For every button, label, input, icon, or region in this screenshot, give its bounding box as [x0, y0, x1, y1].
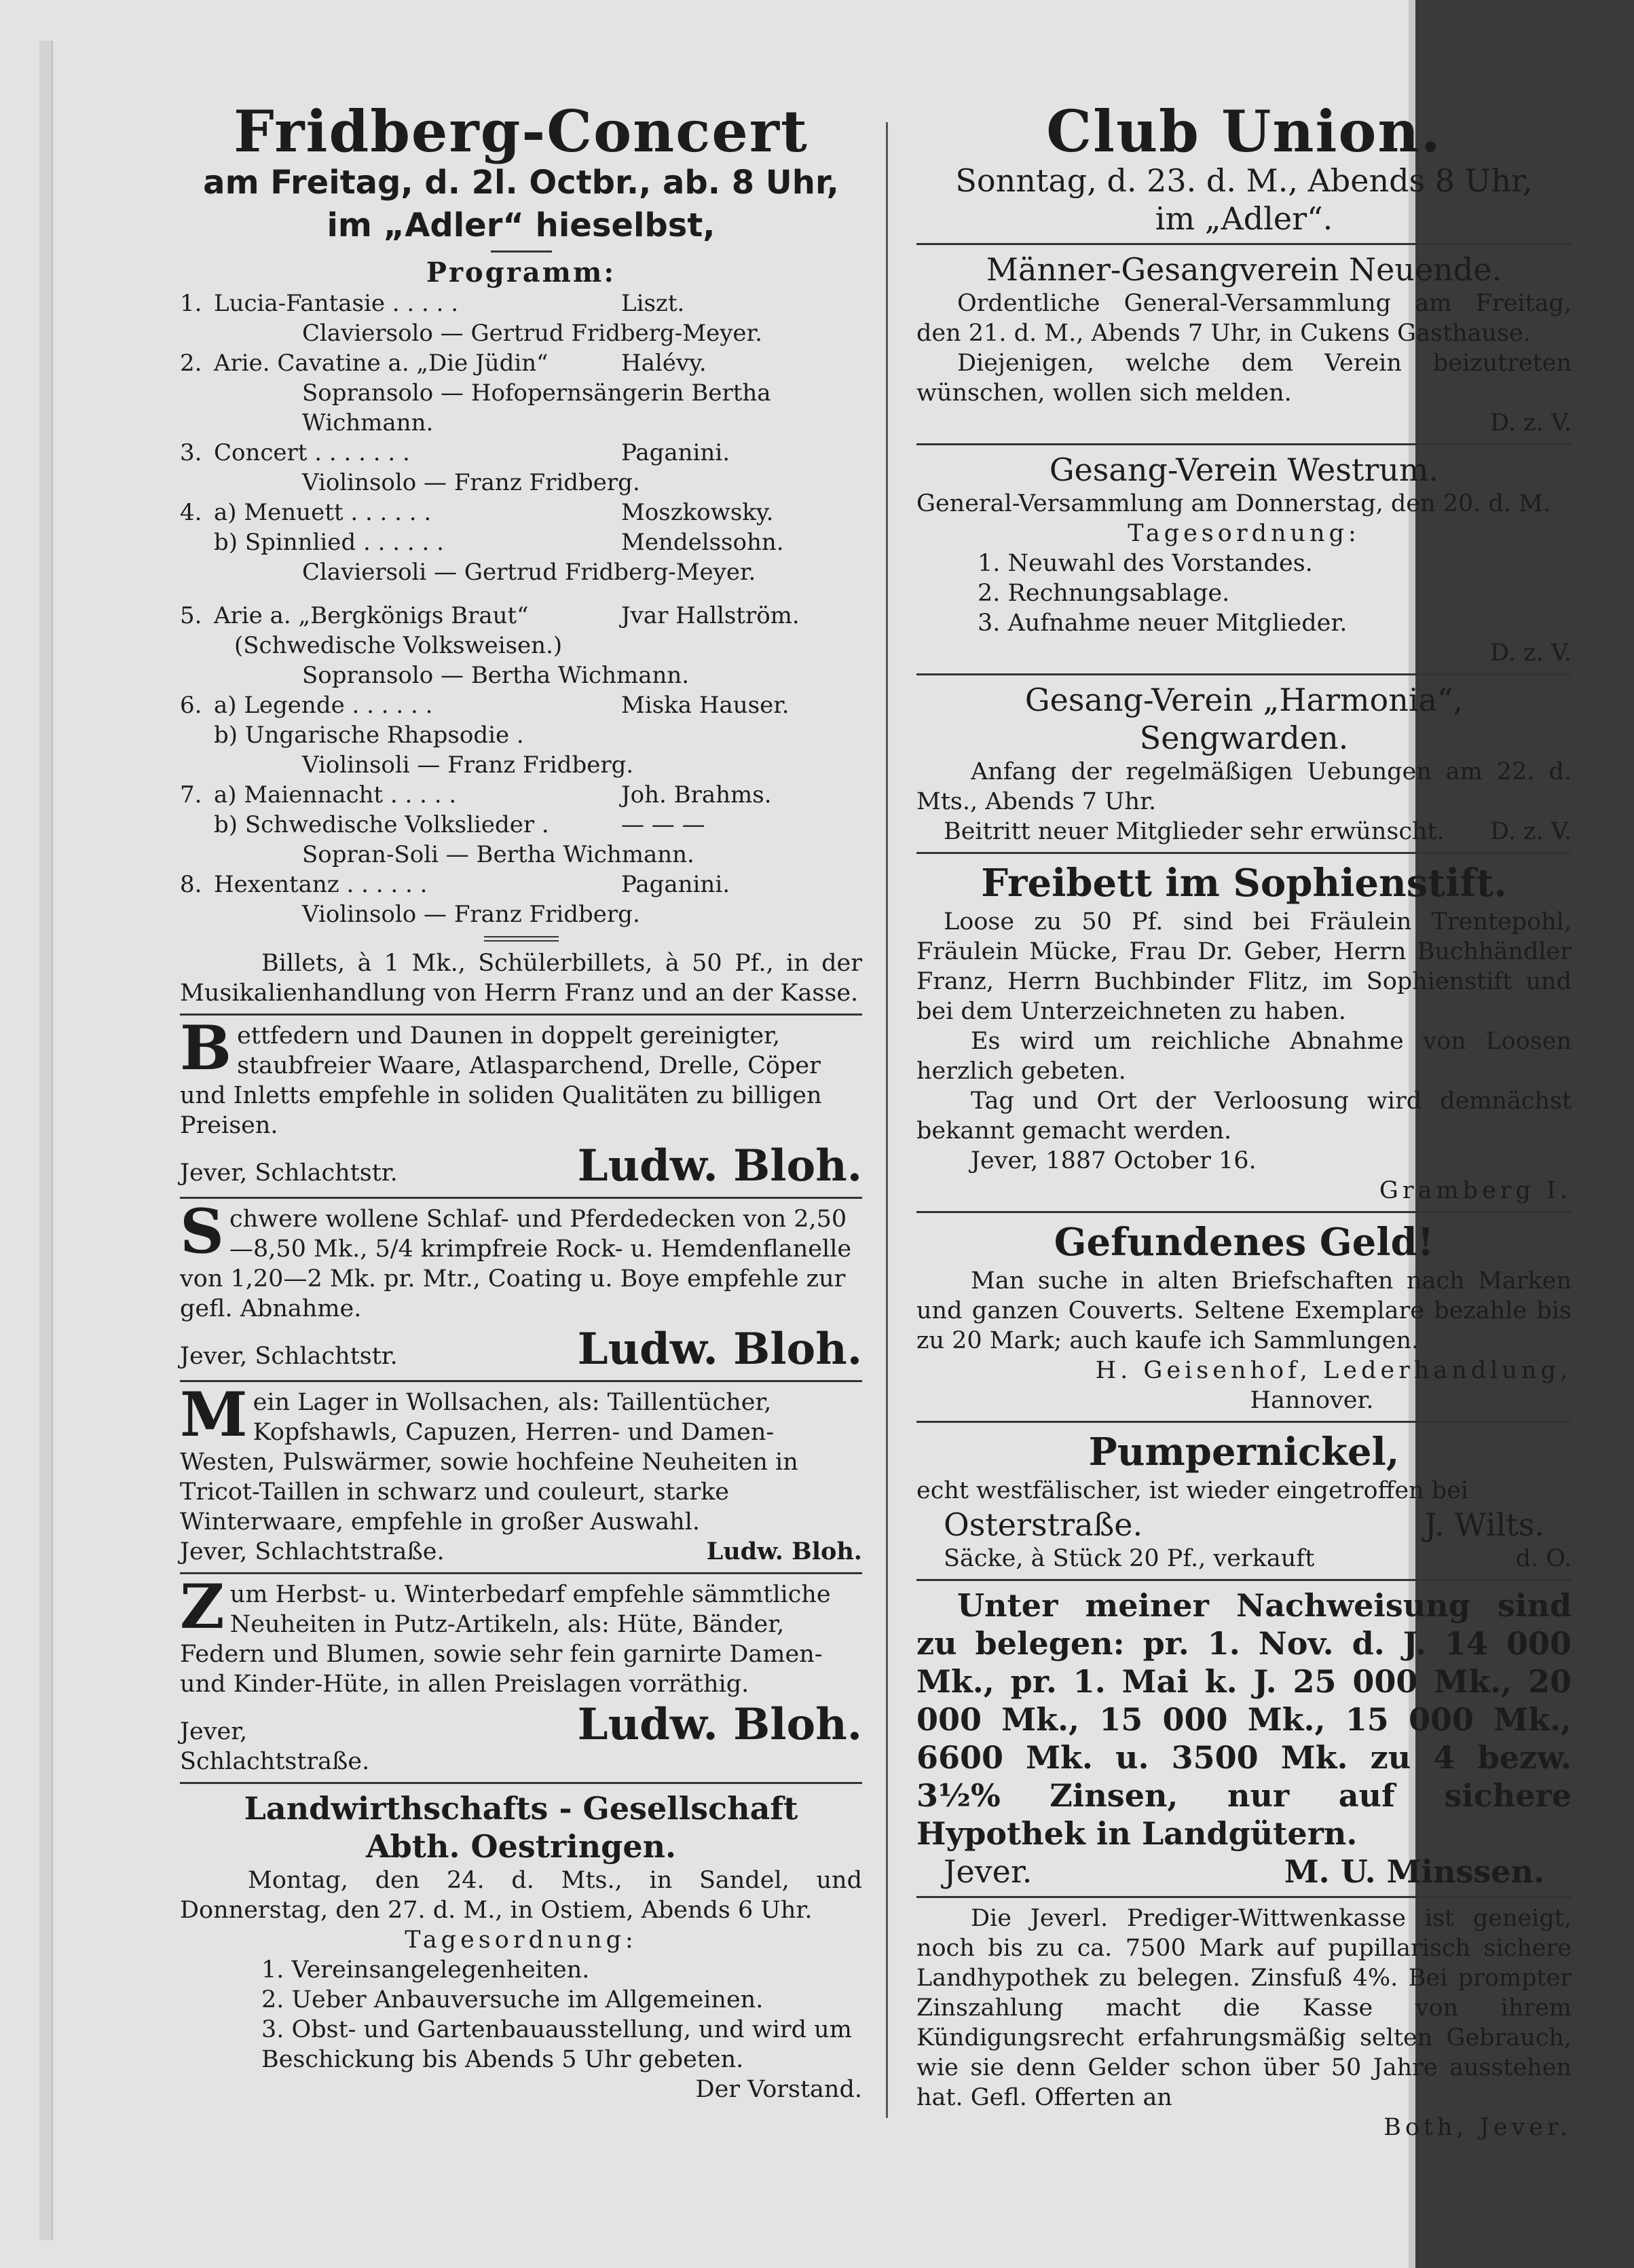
- ad-text: chwere wollene Schlaf- und Pferdedecken von 2,50—8,50 Mk., 5/4 krimpfreie Rock- u. Hemdenflanelle von 1,20—2 Mk. pr. Mtr., Coating u. Boye empfehle zur gefl. Abnahme.: [180, 1205, 852, 1322]
- item-title: Arie a. „Bergkönigs Braut“: [214, 601, 529, 629]
- widow-fund-ad: [916, 1903, 1572, 2142]
- item-number: 1.: [180, 289, 202, 317]
- ad-subtitle: Sengwarden.: [1139, 720, 1349, 757]
- ad-subtitle: Abth. Oestringen.: [365, 1827, 677, 1865]
- ad-signature: Ludw. Bloh.: [706, 1537, 862, 1565]
- harmonia-ad: [916, 681, 1572, 847]
- ad-signature: Both, Jever.: [1384, 2114, 1572, 2142]
- item-number: 2.: [180, 349, 202, 377]
- ad-merchant: J. Wilts.: [1424, 1506, 1544, 1544]
- divider: [916, 673, 1572, 675]
- column-divider: [886, 122, 888, 2118]
- item-performer: Claviersolo — Gertrud Fridberg-Meyer.: [302, 319, 762, 347]
- divider: [180, 1197, 862, 1199]
- item-composer: Mendelssohn.: [621, 528, 784, 556]
- agenda-label: Tagesordnung:: [1128, 520, 1360, 548]
- ad-title: Gefundenes Geld!: [1054, 1220, 1434, 1265]
- item-title: a) Legende . . . . . .: [214, 691, 433, 719]
- item-title: Hexentanz . . . . . .: [214, 870, 428, 898]
- ad-text: Loose zu 50 Pf. sind bei Fräulein Trentepohl, Fräulein Mücke, Frau Dr. Geber, Herrn Buchhändler Franz, Herrn Buchbinder Flitz, im Sophienstift und bei dem Unterzeichneten zu haben.: [916, 908, 1572, 1026]
- program-item: [180, 690, 862, 780]
- program-item: [180, 289, 862, 348]
- item-composer: Liszt.: [621, 289, 685, 317]
- program-item: [180, 348, 862, 438]
- ad-signature: Hannover.: [1250, 1387, 1374, 1415]
- initial-letter: Z: [180, 1570, 225, 1643]
- item-composer: — — —: [621, 811, 705, 838]
- ad-signature: H. Geisenhof, Lederhandlung,: [1095, 1357, 1572, 1385]
- ad-text: Säcke, à Stück 20 Pf., verkauft: [944, 1545, 1315, 1573]
- ad-place: Schlachtstraße.: [180, 1747, 370, 1775]
- initial-letter: S: [180, 1195, 224, 1267]
- ad-date: Jever, 1887 October 16.: [971, 1147, 1257, 1175]
- item-number: 8.: [180, 870, 202, 898]
- freibett-ad: [916, 859, 1572, 1206]
- divider: [180, 1014, 862, 1016]
- ad-signature: Der Vorstand.: [695, 2075, 862, 2103]
- program-item: [180, 498, 862, 587]
- item-title: b) Ungarische Rhapsodie .: [214, 721, 524, 749]
- item-performer: Sopran-Soli — Bertha Wichmann.: [302, 840, 694, 868]
- ad-text: ettfedern und Daunen in doppelt gereinigter, staubfreier Waare, Atlasparchend, Drelle, Cöper und Inletts empfehle in soliden Qualitäten zu billigen Preisen.: [180, 1022, 822, 1139]
- ad-place: Jever, Schlachtstr.: [180, 1159, 398, 1187]
- right-column: [916, 98, 1572, 2142]
- concert-venue: im „Adler“ hieselbst,: [327, 206, 716, 244]
- club-venue: im „Adler“.: [1155, 200, 1333, 238]
- item-performer: Violinsolo — Franz Fridberg.: [302, 900, 640, 928]
- ad-signature: d. O.: [1515, 1545, 1572, 1573]
- program-item: [180, 438, 862, 498]
- program-item: [180, 780, 862, 870]
- item-composer: Halévy.: [621, 349, 707, 377]
- divider: [916, 1579, 1572, 1581]
- ad-signature: Ludw. Bloh.: [577, 1698, 862, 1750]
- item-composer: Moszkowsky.: [621, 498, 774, 526]
- initial-letter: B: [180, 1011, 232, 1084]
- item-performer: Violinsolo — Franz Fridberg.: [302, 468, 640, 496]
- club-title: Club Union.: [1046, 98, 1442, 165]
- ad-text: ein Lager in Wollsachen, als: Taillentücher, Kopfshawls, Capuzen, Herren- und Damen-Westen, Pulswärmer, sowie hochfeine Neuheiten in Tricot-Taillen in schwarz und couleurt, starke Winterwaare, empfehle in großer Auswahl.: [180, 1388, 798, 1536]
- item-title: a) Menuett . . . . . .: [214, 498, 432, 526]
- left-column: [180, 98, 862, 2104]
- ad-signature: D. z. V.: [1489, 639, 1572, 667]
- ad-signature: Ludw. Bloh.: [577, 1140, 862, 1191]
- ad-place: Jever.: [944, 1853, 1033, 1891]
- ad-text: Man suche in alten Briefschaften nach Marken und ganzen Couverts. Seltene Exemplare bezahle bis zu 20 Mark; auch kaufe ich Sammlungen.: [916, 1267, 1572, 1355]
- ad-text: Montag, den 24. d. Mts., in Sandel, und Donnerstag, den 27. d. M., in Ostiem, Abends 6 Uhr.: [180, 1866, 862, 1924]
- ad-text: Tag und Ort der Verloosung wird demnächst bekannt gemacht werden.: [916, 1087, 1572, 1145]
- concert-date: am Freitag, d. 2l. Octbr., ab. 8 Uhr,: [203, 164, 839, 202]
- item-composer: Paganini.: [621, 870, 730, 898]
- ad-text: Diejenigen, welche dem Verein beizutreten wünschen, wollen sich melden.: [916, 350, 1572, 407]
- item-number: 4.: [180, 498, 202, 526]
- item-title: b) Schwedische Volkslieder .: [214, 811, 549, 838]
- item-performer: Sopransolo — Bertha Wichmann.: [302, 661, 690, 689]
- item-composer: Jvar Hallström.: [621, 601, 800, 629]
- initial-letter: M: [180, 1378, 248, 1451]
- geld-ad: [916, 1219, 1572, 1415]
- divider: [916, 852, 1572, 854]
- divider: [180, 1782, 862, 1784]
- item-performer: Claviersoli — Gertrud Fridberg-Meyer.: [302, 558, 756, 586]
- item-title: Lucia-Fantasie . . . . .: [214, 289, 459, 317]
- divider: [484, 936, 559, 942]
- ad-street: Osterstraße.: [944, 1506, 1143, 1544]
- ad-signature: D. z. V.: [1489, 818, 1572, 846]
- ad-title: Landwirthschafts - Gesellschaft: [244, 1789, 798, 1827]
- item-title: b) Spinnlied . . . . . .: [214, 528, 444, 556]
- agenda-item: 3. Aufnahme neuer Mitglieder.: [978, 610, 1348, 637]
- ad-signature: Ludw. Bloh.: [577, 1323, 862, 1375]
- concert-title: Fridberg-Concert: [234, 98, 809, 165]
- divider: [916, 243, 1572, 245]
- wool-ad: [180, 1378, 862, 1567]
- divider: [180, 1380, 862, 1382]
- divider: [916, 443, 1572, 445]
- ad-signature: M. U. Minssen.: [1284, 1853, 1544, 1891]
- ad-text: Es wird um reichliche Abnahme von Loosen herzlich gebeten.: [916, 1028, 1572, 1085]
- divider: [916, 1211, 1572, 1213]
- agenda-item: 3. Obst- und Gartenbauausstellung, und wird um Beschickung bis Abends 5 Uhr gebeten.: [261, 2015, 852, 2073]
- ad-text: Die Jeverl. Prediger-Wittwenkasse ist geneigt, noch bis zu ca. 7500 Mark auf pupillarisch sichere Landhypothek zu belegen. Zinsfuß 4%. Bei prompter Zinszahlung macht die Kasse von ihrem Kündigungsrecht erfahrungsmäßig selten Gebrauch, wie sie denn Gelder schon über 50 Jahre ausstehen hat. Gefl. Offerten an: [916, 1905, 1572, 2112]
- ticket-info: Billets, à 1 Mk., Schülerbillets, à 50 Pf., in der Musikalienhandlung von Herrn Franz und an der Kasse.: [180, 949, 862, 1007]
- ad-text: Anfang der regelmäßigen Uebungen am 22. d. Mts., Abends 7 Uhr.: [916, 758, 1572, 816]
- ad-signature: D. z. V.: [1489, 409, 1572, 437]
- agenda-item: 1. Vereinsangelegenheiten.: [261, 1956, 590, 1984]
- ad-text: General-Versammlung am Donnerstag, den 20. d. M.: [916, 490, 1551, 518]
- neuende-ad: [916, 250, 1572, 438]
- item-number: 7.: [180, 781, 202, 808]
- ad-signature: Gramberg I.: [1379, 1177, 1572, 1205]
- divider: [916, 1896, 1572, 1898]
- divider: [491, 250, 552, 253]
- item-performer: Violinsoli — Franz Fridberg.: [302, 751, 634, 779]
- ad-text: Unter meiner Nachweisung sind zu belegen: pr. 1. Nov. d. J. 14 000 Mk., pr. 1. Mai k. J. 25 000 Mk., 20 000 Mk., 15 000 Mk., 15 000 Mk., 6600 Mk. u. 3500 Mk. zu 4 bezw. 3½% Zinsen, nur auf sichere Hypothek in Landgütern.: [916, 1587, 1572, 1853]
- ad-text: um Herbst- u. Winterbedarf empfehle sämmtliche Neuheiten in Putz-Artikeln, als: Hüte, Bänder, Federn und Blumen, sowie sehr fein garnirte Damen- und Kinder-Hüte, in allen Preislagen vorräthig.: [180, 1580, 831, 1698]
- program-label: Programm:: [426, 256, 616, 289]
- divider: [180, 1572, 862, 1574]
- item-composer: Paganini.: [621, 439, 730, 466]
- item-performer: Sopransolo — Hofopernsängerin Bertha Wichmann.: [302, 379, 771, 436]
- item-title: (Schwedische Volksweisen.): [234, 631, 563, 659]
- ad-title: Pumpernickel,: [1088, 1430, 1400, 1475]
- agenda-item: 1. Neuwahl des Vorstandes.: [978, 550, 1313, 578]
- pumpernickel-ad: [916, 1428, 1572, 1574]
- item-title: Arie. Cavatine a. „Die Jüdin“: [214, 349, 549, 377]
- item-number: 6.: [180, 691, 202, 719]
- program-item: [180, 601, 862, 690]
- westrum-ad: [916, 451, 1572, 668]
- item-number: 5.: [180, 601, 202, 629]
- ad-text: Ordentliche General-Versammlung am Freitag, den 21. d. M., Abends 7 Uhr, in Cukens Gasthause.: [916, 290, 1572, 348]
- club-union-ad: [916, 98, 1572, 238]
- club-date: Sonntag, d. 23. d. M., Abends 8 Uhr,: [955, 162, 1533, 200]
- ad-text: echt westfälischer, ist wieder eingetroffen bei: [916, 1477, 1469, 1505]
- item-composer: Miska Hauser.: [621, 691, 790, 719]
- agenda-item: 2. Ueber Anbauversuche im Allgemeinen.: [261, 1986, 764, 2013]
- concert-ad: [180, 98, 862, 1008]
- item-title: Concert . . . . . . .: [214, 439, 410, 466]
- ad-title: Gesang-Verein „Harmonia“,: [1024, 682, 1464, 719]
- item-number: 3.: [180, 439, 202, 466]
- ad-place: Jever, Schlachtstraße.: [180, 1538, 445, 1565]
- agriculture-society-ad: [180, 1789, 862, 2104]
- ad-title: Freibett im Sophienstift.: [981, 861, 1507, 906]
- blankets-ad: [180, 1195, 862, 1375]
- mortgage-ad: [916, 1586, 1572, 1891]
- agenda-item: 2. Rechnungsablage.: [978, 580, 1230, 608]
- divider: [916, 1421, 1572, 1423]
- millinery-ad: [180, 1570, 862, 1777]
- ad-place: Jever,: [180, 1717, 248, 1745]
- ad-text: Beitritt neuer Mitglieder sehr erwünscht.: [944, 818, 1445, 846]
- bedding-ad: [180, 1011, 862, 1191]
- ad-title: Gesang-Verein Westrum.: [1049, 451, 1439, 489]
- item-title: a) Maiennacht . . . . .: [214, 781, 457, 808]
- ad-place: Jever, Schlachtstr.: [180, 1342, 398, 1370]
- ad-title: Männer-Gesangverein Neuende.: [986, 251, 1502, 289]
- page-edge: [39, 41, 53, 2240]
- program-item: [180, 870, 862, 929]
- item-composer: Joh. Brahms.: [621, 781, 772, 808]
- agenda-label: Tagesordnung:: [405, 1926, 637, 1954]
